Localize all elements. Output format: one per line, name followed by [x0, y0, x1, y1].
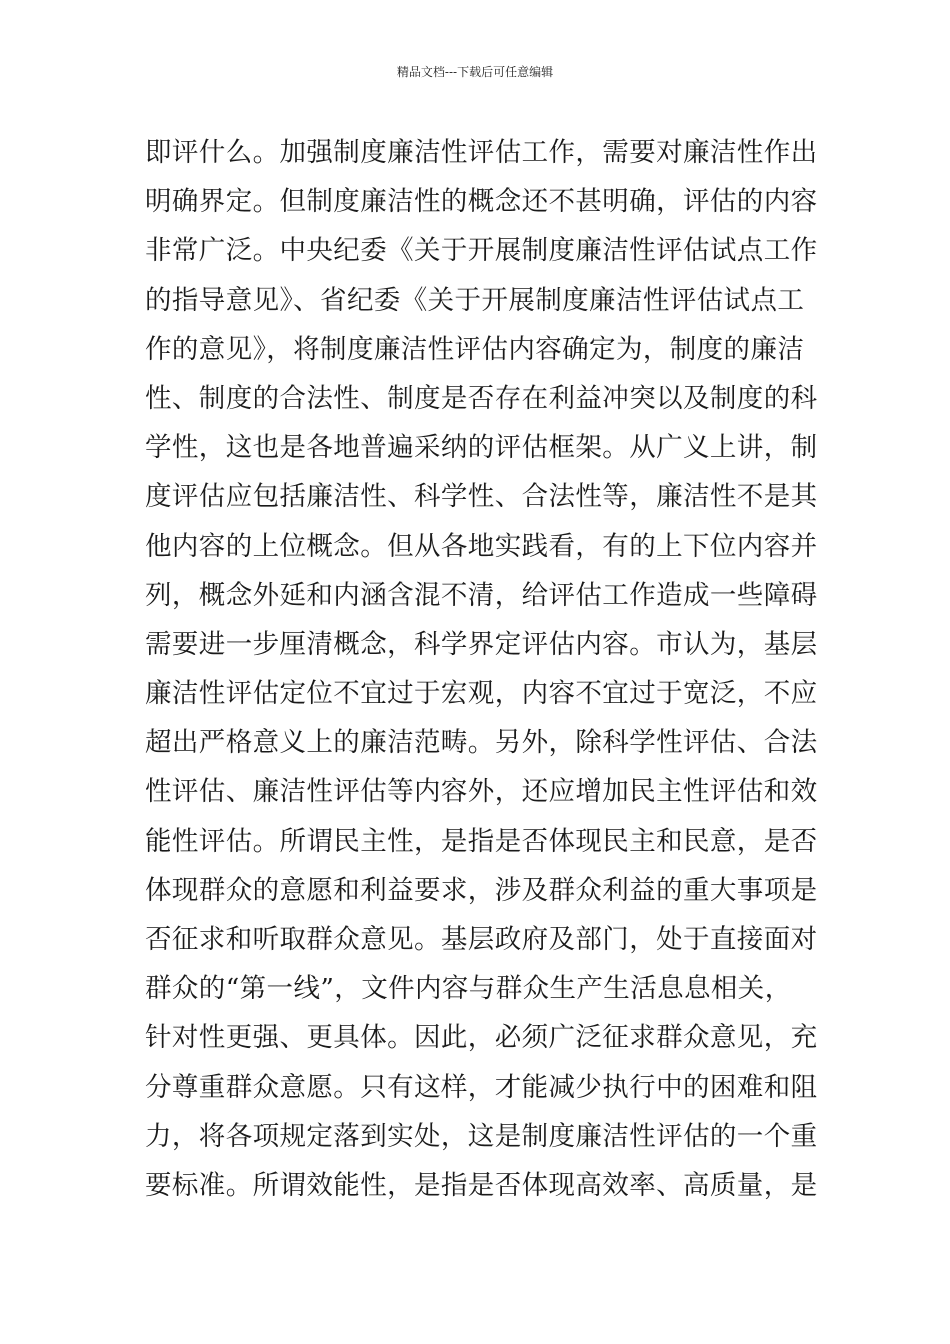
text-line: 力，将各项规定落到实处，这是制度廉洁性评估的一个重 [145, 1120, 818, 1152]
text-line: 性评估、廉洁性评估等内容外，还应增加民主性评估和效 [145, 776, 818, 808]
text-line: 列，概念外延和内涵含混不清，给评估工作造成一些障碍 [145, 579, 818, 611]
text-line: 即评什么。加强制度廉洁性评估工作，需要对廉洁性作出 [145, 137, 818, 168]
text-line: 性、制度的合法性、制度是否存在利益冲突以及制度的科 [145, 382, 818, 414]
text-line: 需要进一步厘清概念，科学界定评估内容。市认为，基层 [145, 628, 818, 660]
body-paragraph [145, 128, 820, 1210]
text-line: 针对性更强、更具体。因此，必须广泛征求群众意见，充 [145, 1022, 818, 1054]
text-line: 学性，这也是各地普遍采纳的评估框架。从广义上讲，制 [145, 432, 818, 464]
text-line: 分尊重群众意愿。只有这样，才能减少执行中的困难和阻 [145, 1071, 818, 1103]
text-line: 度评估应包括廉洁性、科学性、合法性等，廉洁性不是其 [145, 481, 818, 513]
text-line: 超出严格意义上的廉洁范畴。另外，除科学性评估、合法 [145, 727, 818, 759]
text-line: 明确界定。但制度廉洁性的概念还不甚明确，评估的内容 [145, 186, 818, 218]
text-line: 否征求和听取群众意见。基层政府及部门，处于直接面对 [145, 924, 818, 955]
text-line: 非常广泛。中央纪委《关于开展制度廉洁性评估试点工作 [145, 235, 818, 267]
text-line: 能性评估。所谓民主性，是指是否体现民主和民意，是否 [145, 825, 818, 857]
text-line: 他内容的上位概念。但从各地实践看，有的上下位内容并 [145, 530, 818, 562]
text-line: 体现群众的意愿和利益要求，涉及群众利益的重大事项是 [145, 874, 818, 906]
page-header: 精品文档---下载后可任意编辑 [396, 65, 554, 79]
text-line: 群众的“第一线”，文件内容与群众生产生活息息相关， [145, 973, 792, 1005]
text-line: 要标准。所谓效能性，是指是否体现高效率、高质量，是 [145, 1169, 818, 1201]
text-line: 廉洁性评估定位不宜过于宏观，内容不宜过于宽泛，不应 [145, 678, 818, 710]
text-line: 的指导意见》、省纪委《关于开展制度廉洁性评估试点工 [145, 284, 805, 316]
text-line: 作的意见》，将制度廉洁性评估内容确定为，制度的廉洁 [145, 333, 805, 365]
